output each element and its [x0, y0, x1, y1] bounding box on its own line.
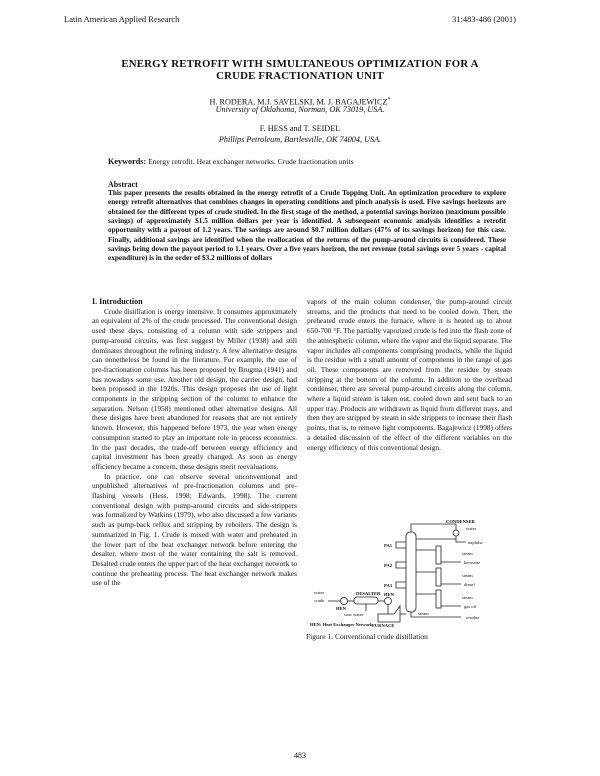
abstract-heading: Abstract	[108, 180, 138, 189]
label-crude: crude	[314, 598, 325, 603]
figure-caption: Figure 1. Conventional crude distillation	[306, 632, 428, 641]
gasoil-draw	[416, 594, 461, 606]
authors-group-1: H. RODERA, M.J. SAVELSKI, M. J. BAGAJEWICZ	[209, 97, 388, 107]
author-footnote-mark: *	[387, 97, 391, 103]
title-line-2: CRUDE FRACTIONATION UNIT	[216, 70, 384, 82]
label-kerosene: kerosene	[464, 560, 481, 565]
label-steam-3: steam	[462, 595, 473, 600]
furnace	[378, 606, 400, 622]
side-stripper-1	[436, 546, 441, 564]
intro-paragraph-2: In practice, one can observe several unconventional and unpublished alternatives of pre-fractionation columns and pre-flashing vessels (Hess, 1998; Edwards, 1998). The current conventional design with pump-around circuits and side-strippers was formalized by Watkins (1979), who also discussed a few variants such as pump-back reflux and stripping by reboilers. The design is summarized in Fig. 1. Crude is mixed with water and preheated in the lower part of the heat exchanger network before entering the desalter, where most of the water containing the salt is removed. Desalted crude enters the upper part of the heat exchanger network to continue the preheating process. The heat exchanger network makes use of the	[92, 471, 297, 588]
label-diesel: diesel	[464, 582, 475, 587]
affiliation-1: University of Oklahoma, Norman, OK 73019, USA.	[215, 105, 385, 114]
condenser-symbol	[453, 530, 459, 536]
keywords-text: Energy retrofit. Heat exchanger networks. Crude fractionation units	[148, 157, 354, 166]
label-desalter: DESALTER	[356, 591, 381, 596]
intro-paragraph-1: Crude distillation is energy intensive. It consumes approximately an equivalent of 2% of the crude processed. The conventional design used these days, consisting of a column with side strippers and pump-around circuits, was first suggest by Miller (1938) and still dominates throughout the refining industry. A few alternative designs can nonetheless be found in the literature. For example, the use of pre-fractionation columns has been proposed by Brugma (1941) and has nowadays some use. Another old design, the carrier design, had been proposed in the 1920s. This design proposes the use of light components in the stripping section of the column to enhance the separation. Nelson (1958) mentioned other alternative designs. All these designs have been abandoned for reasons that are not entirely known. However, this happened before 1973, the year when energy consumption started to play an important role in process economics. In the past decades, the trade-off between energy efficiency and capital investment has been greatly changed. As soon as energy efficiency became a concern, these designs merit reevaluations.	[92, 306, 297, 471]
label-furnace: FURNACE	[372, 623, 395, 628]
label-steam-1: steam	[462, 551, 473, 556]
right-column	[307, 297, 512, 452]
section-heading-introduction: I. Introduction	[92, 297, 143, 306]
overhead-vapor-line	[411, 524, 456, 532]
label-water-inlet: water	[314, 590, 325, 595]
naphtha-line	[456, 536, 466, 542]
title-line-1: ENERGY RETROFIT WITH SIMULTANEOUS OPTIMIZATION FOR A	[121, 58, 479, 70]
figure-legend: HEN: Heat Exchanger Network	[310, 622, 373, 627]
label-residue: residue	[466, 615, 480, 620]
kerosene-draw	[416, 550, 461, 562]
label-hen-2: HEN	[384, 592, 394, 597]
side-stripper-3	[436, 590, 441, 608]
crude-distillation-figure	[306, 518, 506, 628]
keywords	[108, 157, 354, 166]
page-number: 483	[294, 751, 306, 760]
atmospheric-column	[406, 532, 416, 612]
keywords-label: Keywords:	[108, 157, 147, 166]
side-stripper-2	[436, 568, 441, 586]
label-naphtha: naphtha	[468, 540, 483, 545]
desalter-vessel	[354, 597, 378, 604]
label-gas-oil: gas oil	[464, 604, 477, 609]
journal-name: Latin American Applied Research	[64, 14, 180, 24]
authors-group-2: F. HESS and T. SEIDEL	[259, 124, 341, 133]
hen-2-symbol	[385, 598, 392, 605]
label-condenser: CONDENSER	[446, 519, 475, 524]
affiliation-2: Phillips Petroleum, Bartlesville, OK 74004, USA.	[218, 135, 382, 144]
pumparound-2	[396, 562, 406, 568]
pumparound-3	[396, 582, 406, 588]
paper-title	[60, 58, 540, 82]
diesel-draw	[416, 572, 461, 584]
abstract-text: This paper presents the results obtained in the energy retrofit of a Crude Topping Unit. An optimization procedure to explore energy retrofit alternatives that combines changes in operating conditions and pinch analysis is used. Five savings horizons are obtained for the different types of crude studied. In the first stage of the method, a potential savings horizon (maximum possible savings) of approximately $1.5 million dollars per year is identified. A subsequent economic analysis identifies a retrofit opportunity with a payout of 1.2 years. The savings are around $0.7 million dollars (47% of its savings horizon) for this case. Finally, additional savings are identified when the reallocation of the returns of the pump-around circuits is considered. These savings bring down the payout period to 1.1 years. Over a five years horizon, the net revenue (total savings over 5 years - capital expenditure) is in the order of $3.2 millions of dollars	[108, 189, 506, 263]
label-pa3: PA3	[384, 583, 393, 588]
label-steam-2: steam	[462, 573, 473, 578]
hen-1-symbol	[341, 598, 348, 605]
label-pa2: PA2	[384, 563, 393, 568]
label-sour-water: sour water	[344, 612, 364, 617]
pumparound-1	[396, 542, 406, 548]
label-water: water	[466, 526, 477, 531]
intro-paragraph-3: vapors of the main column condenser, the pump-around circuit streams, and the products that need to be cooled down. Then, the preheated crude enters the furnace, where it is heated up to about 650-700 °F. The partially vaporized crude is fed into the flash zone of the atmospheric column, where the vapor and the liquid separate. The vapor includes all components comprising products, while the liquid is the residue with a small amount of components in the range of gas oil. These components are removed from the residue by steam stripping at the bottom of the column. In addition to the overhead condenser, there are several pump-around circuits along the column, where a liquid stream is taken out, cooled down and sent back to an upper tray. Products are withdrawn as liquid from different trays, and then they are stripped by steam in side strippers to increase their flash points, that is, to remove light components. Bagajewicz (1998) offers a detailed discussion of the effect of the different variables on the energy efficiency of this conventional design.	[307, 297, 512, 452]
label-pa1: PA1	[384, 543, 393, 548]
left-column	[92, 297, 297, 588]
label-hen-1: HEN	[336, 606, 346, 611]
journal-citation: 31:483-486 (2001)	[452, 14, 516, 24]
label-steam-4: steam	[418, 611, 429, 616]
